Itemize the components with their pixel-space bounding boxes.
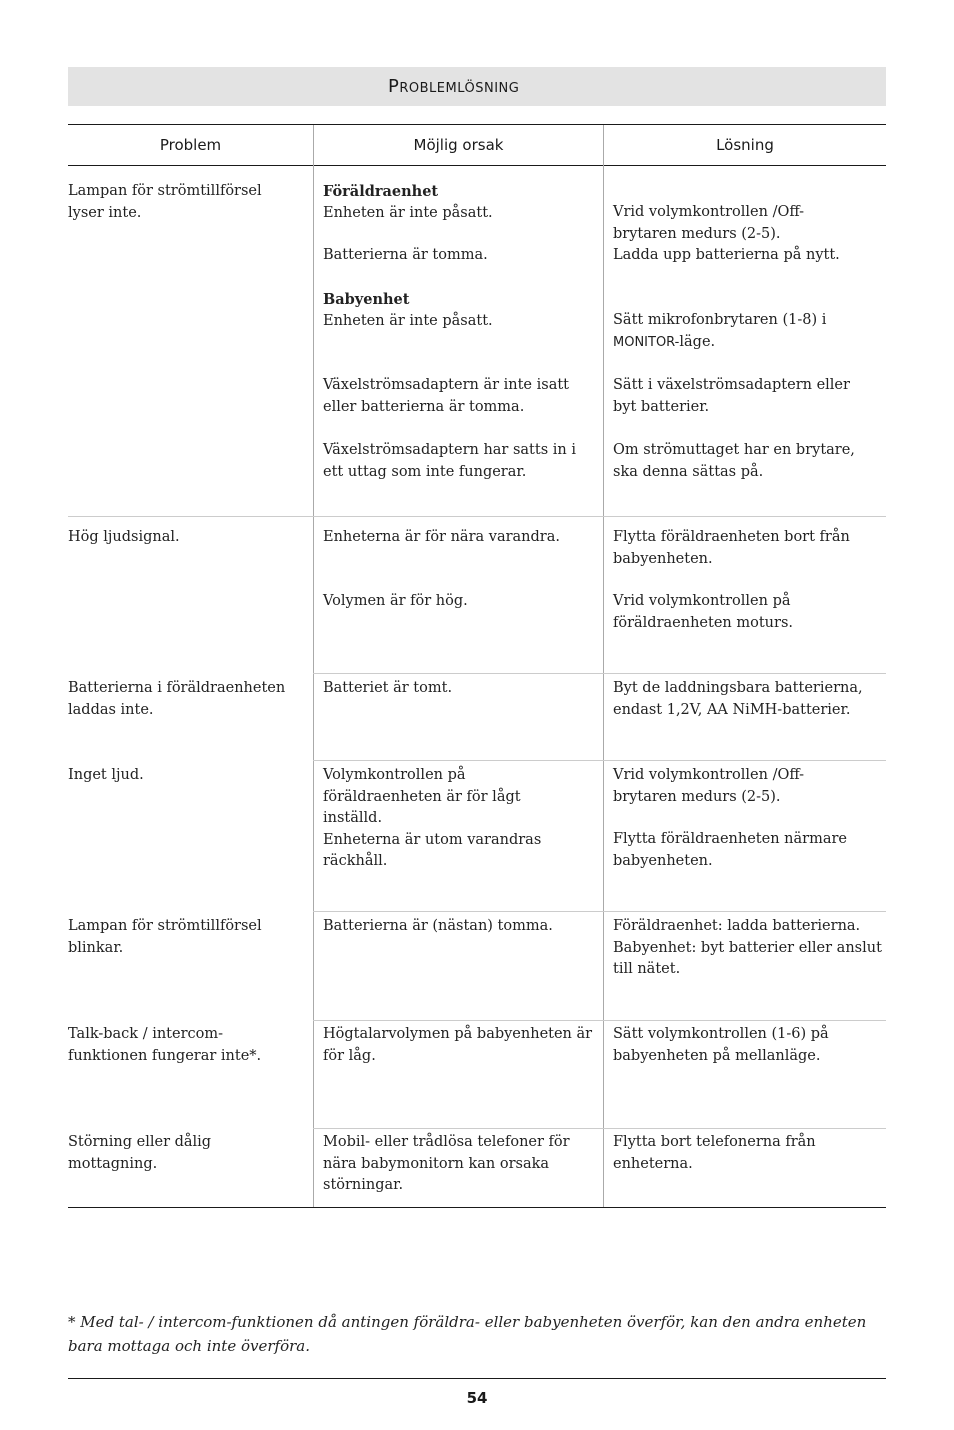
cause-cell	[323, 1024, 598, 1067]
solution-text: Vrid volymkontrollen på föräldraenheten moturs.	[613, 593, 793, 631]
solution-cell	[613, 202, 863, 267]
table-row	[68, 678, 308, 721]
table-row	[68, 1024, 298, 1067]
table-bottom-rule	[68, 1207, 886, 1208]
column-divider	[603, 125, 604, 1207]
row-separator	[68, 516, 886, 517]
solution-cell	[613, 1132, 875, 1175]
header-cause: Möjlig orsak	[413, 136, 504, 154]
cause-text: Högtalarvolymen på babyenheten är för låg.	[323, 1026, 593, 1064]
cause-text: Volymen är för hög.	[323, 593, 468, 609]
cause-text: Mobil- eller trådlösa telefoner för nära babymonitorn kan orsaka störningar.	[323, 1134, 570, 1193]
cause-heading: Babyenhet	[323, 291, 410, 308]
solution-cell	[613, 916, 883, 981]
cause-text: Volymkontrollen på föräldraenheten är för lågt inställd.	[323, 767, 521, 826]
cause-cell	[323, 916, 595, 938]
cause-text: Enheten är inte påsatt.	[323, 312, 493, 329]
row-separator	[313, 1128, 886, 1129]
solution-cell	[613, 375, 875, 418]
problem-text: Lampan för strömtillförsel blinkar.	[68, 918, 262, 956]
cause-text: Enheterna är för nära varandra.	[323, 529, 560, 545]
solution-text: läge.	[679, 333, 716, 350]
solution-cell	[613, 829, 875, 872]
solution-text: Flytta föräldraenheten närmare babyenheten.	[613, 831, 847, 869]
solution-text: Vrid volymkontrollen /Off-brytaren medurs (2-5).	[613, 204, 805, 242]
row-separator	[313, 911, 886, 912]
cause-cell	[323, 375, 595, 418]
cause-cell	[323, 289, 595, 332]
cause-cell	[323, 245, 595, 267]
solution-cell	[613, 1024, 875, 1067]
page-title: Problemlösning	[388, 76, 520, 97]
cause-text: Enheten är inte påsatt.	[323, 204, 493, 221]
problem-text: Lampan för strömtillförsel lyser inte.	[68, 183, 262, 221]
row-separator	[313, 673, 886, 674]
solution-text: Om strömuttaget har en brytare, ska denna sättas på.	[613, 442, 855, 480]
solution-text: Ladda upp batterierna på nytt.	[613, 247, 840, 263]
header-problem: Problem	[159, 136, 222, 154]
solution-cell	[613, 527, 875, 570]
solution-text: Byt de laddningsbara batterierna, endast 1,2V, AA NiMH-batterier.	[613, 680, 863, 718]
column-divider	[313, 125, 314, 1207]
solution-text: Sätt volymkontrollen (1-6) på babyenheten på mellanläge.	[613, 1026, 829, 1064]
solution-cell	[613, 591, 875, 634]
monitor-mode-label: MONITOR-	[613, 334, 680, 350]
cause-text: Batterierna är tomma.	[323, 247, 488, 263]
cause-text: Växelströmsadaptern är inte isatt eller batterierna är tomma.	[323, 377, 569, 415]
solution-text: Babyenhet: byt batterier eller anslut till nätet.	[613, 939, 882, 977]
problem-text: Talk-back / intercom-funktionen fungerar inte*.	[68, 1026, 262, 1064]
problem-text: Hög ljudsignal.	[68, 529, 180, 545]
page-number: 54	[466, 1389, 488, 1407]
row-separator	[313, 760, 886, 761]
cause-text: Växelströmsadaptern har satts in i ett uttag som inte fungerar.	[323, 442, 576, 480]
cause-cell	[323, 181, 595, 224]
cause-text: Batteriet är tomt.	[323, 680, 453, 696]
solution-cell	[613, 310, 875, 353]
solution-text: Flytta föräldraenheten bort från babyenheten.	[613, 529, 850, 567]
table-header-rule	[68, 165, 886, 166]
cause-cell	[323, 765, 568, 873]
header-solution: Lösning	[716, 136, 774, 154]
title-bar	[68, 67, 886, 106]
solution-text: Föräldraenhet: ladda batterierna.	[613, 918, 861, 934]
solution-text: Sätt i växelströmsadaptern eller byt batterier.	[613, 377, 850, 415]
solution-text: Flytta bort telefonerna från enheterna.	[613, 1134, 816, 1172]
cause-cell	[323, 1132, 595, 1197]
table-row	[68, 765, 298, 787]
solution-cell	[613, 765, 863, 808]
table-row	[68, 916, 298, 959]
solution-cell	[613, 678, 883, 721]
footer-rule	[68, 1378, 886, 1379]
row-separator	[313, 1020, 886, 1021]
cause-cell	[323, 678, 595, 700]
problem-text: Batterierna i föräldraenheten laddas inte.	[68, 680, 286, 718]
footnote: * Med tal- / intercom-funktionen då antingen föräldra- eller babyenheten överför, kan den andra enheten bara mottaga och inte överföra.	[68, 1313, 867, 1355]
solution-text: Sätt mikrofonbrytaren (1-8) i	[613, 312, 827, 328]
problem-text: Störning eller dålig mottagning.	[68, 1134, 212, 1172]
cause-cell	[323, 591, 595, 613]
cause-heading: Föräldraenhet	[323, 183, 439, 200]
cause-text: Batterierna är (nästan) tomma.	[323, 918, 553, 934]
table-row	[68, 181, 298, 224]
table-row	[68, 527, 298, 549]
table-row	[68, 1132, 298, 1175]
cause-cell	[323, 440, 598, 483]
cause-cell	[323, 527, 595, 549]
solution-cell	[613, 440, 879, 483]
problem-text: Inget ljud.	[68, 767, 144, 783]
cause-text: Enheterna är utom varandras räckhåll.	[323, 831, 542, 869]
solution-text: Vrid volymkontrollen /Off-brytaren medurs (2-5).	[613, 767, 805, 805]
